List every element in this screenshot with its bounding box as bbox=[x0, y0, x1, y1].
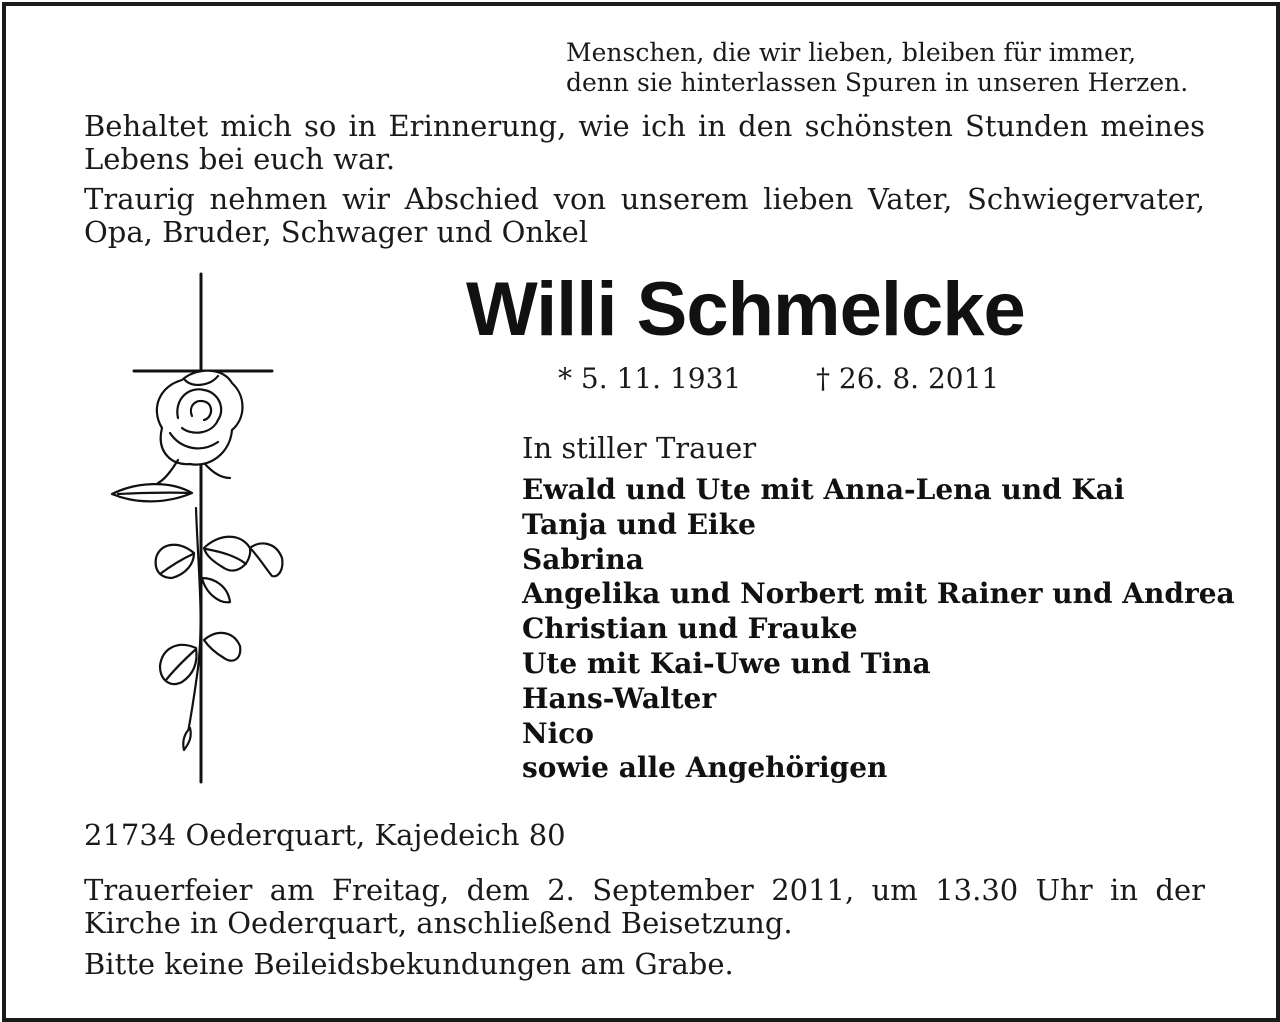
mourning-label: In stiller Trauer bbox=[522, 431, 757, 465]
deceased-name: Willi Schmelcke bbox=[466, 267, 1025, 352]
motto-line-2: denn sie hinterlassen Spuren in unseren Herzen. bbox=[566, 68, 1189, 97]
intro-paragraph-1: Behaltet mich so in Erinnerung, wie ich in den schönsten Stunden meines Lebens bei euch war. bbox=[84, 109, 1205, 176]
motto-line-1: Menschen, die wir lieben, bleiben für immer, bbox=[566, 38, 1137, 67]
list-item: Christian und Frauke bbox=[522, 612, 858, 646]
list-item: Tanja und Eike bbox=[522, 507, 756, 541]
list-item: sowie alle Angehörigen bbox=[522, 751, 888, 785]
motto-quote bbox=[566, 38, 1206, 98]
death-date: † 26. 8. 2011 bbox=[816, 362, 1000, 395]
intro-paragraph-2: Traurig nehmen wir Abschied von unserem lieben Vater, Schwiegervater, Opa, Bruder, Schwager und Onkel bbox=[84, 182, 1205, 249]
list-item: Ewald und Ute mit Anna-Lena und Kai bbox=[522, 473, 1125, 506]
list-item: Nico bbox=[522, 716, 594, 750]
list-item: Ute mit Kai-Uwe und Tina bbox=[522, 646, 931, 680]
birth-date: * 5. 11. 1931 bbox=[558, 362, 742, 395]
cross-with-rose-icon bbox=[100, 268, 300, 788]
condolence-note: Bitte keine Beileidsbekundungen am Grabe. bbox=[84, 947, 734, 981]
list-item: Angelika und Norbert mit Rainer und Andrea bbox=[522, 577, 1235, 611]
list-item: Hans-Walter bbox=[522, 681, 717, 715]
list-item: Sabrina bbox=[522, 542, 644, 576]
mourners-list bbox=[522, 473, 1235, 786]
family-address: 21734 Oederquart, Kajedeich 80 bbox=[84, 818, 566, 852]
service-details: Trauerfeier am Freitag, dem 2. September 2011, um 13.30 Uhr in der Kirche in Oederquart, anschließend Beisetzung. bbox=[84, 873, 1205, 940]
